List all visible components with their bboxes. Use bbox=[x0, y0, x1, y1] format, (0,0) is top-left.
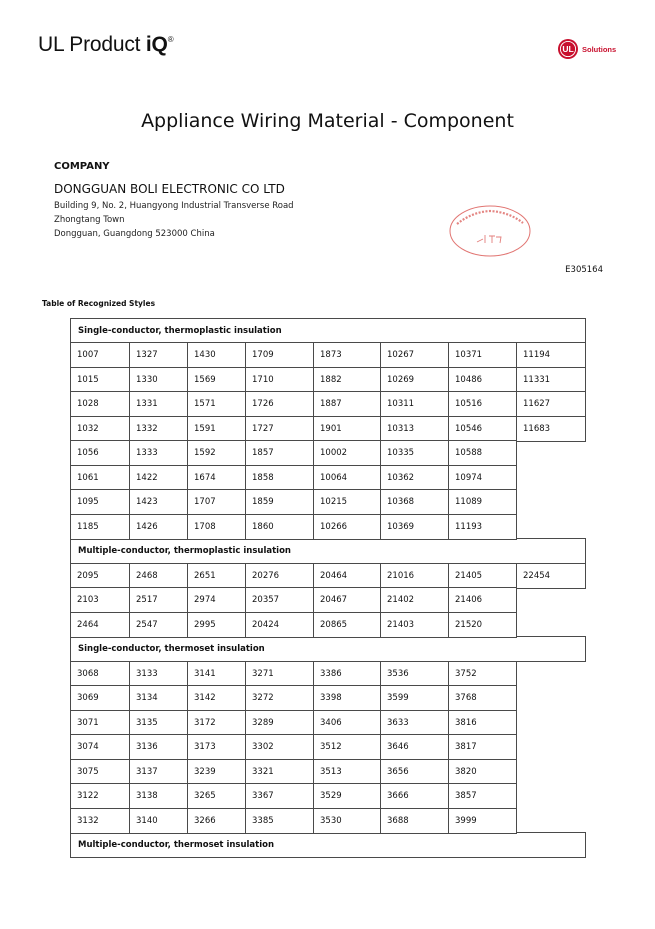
style-cell: 1015 bbox=[70, 367, 130, 393]
style-cell: 1185 bbox=[70, 514, 130, 540]
style-cell: 11193 bbox=[448, 514, 517, 540]
style-cell: 3266 bbox=[187, 808, 246, 834]
style-cell: 1331 bbox=[129, 391, 188, 417]
style-cell: 3074 bbox=[70, 734, 130, 760]
section-header: Single-conductor, thermoplastic insulation bbox=[70, 318, 586, 344]
table-row bbox=[70, 440, 586, 466]
style-cell: 11331 bbox=[516, 367, 586, 393]
style-cell: 1426 bbox=[129, 514, 188, 540]
style-cell: 1095 bbox=[70, 489, 130, 515]
style-cell: 3271 bbox=[245, 661, 314, 687]
style-cell: 3768 bbox=[448, 685, 517, 711]
style-cell: 1901 bbox=[313, 416, 381, 442]
style-cell: 3816 bbox=[448, 710, 517, 736]
product-iq-brand bbox=[38, 33, 173, 57]
style-cell: 2468 bbox=[129, 563, 188, 589]
style-cell: 1330 bbox=[129, 367, 188, 393]
style-cell: 20276 bbox=[245, 563, 314, 589]
style-cell: 10311 bbox=[380, 391, 449, 417]
style-cell: 10002 bbox=[313, 440, 381, 466]
style-cell: 1032 bbox=[70, 416, 130, 442]
style-cell: 2517 bbox=[129, 587, 188, 613]
style-cell: 10974 bbox=[448, 465, 517, 491]
style-cell: 1592 bbox=[187, 440, 246, 466]
style-cell: 1708 bbox=[187, 514, 246, 540]
style-cell: 10588 bbox=[448, 440, 517, 466]
style-cell: 3122 bbox=[70, 783, 130, 809]
style-cell: 3135 bbox=[129, 710, 188, 736]
style-cell: 3265 bbox=[187, 783, 246, 809]
style-cell: 1858 bbox=[245, 465, 314, 491]
style-cell: 3075 bbox=[70, 759, 130, 785]
style-cell: 10266 bbox=[313, 514, 381, 540]
style-cell: 1423 bbox=[129, 489, 188, 515]
style-cell: 21406 bbox=[448, 587, 517, 613]
style-cell: 10371 bbox=[448, 342, 517, 368]
brand-registered-mark: ® bbox=[167, 35, 174, 44]
table-row bbox=[70, 514, 586, 540]
style-cell: 10269 bbox=[380, 367, 449, 393]
style-cell: 20464 bbox=[313, 563, 381, 589]
table-label: Table of Recognized Styles bbox=[42, 299, 156, 308]
company-seal-stamp bbox=[447, 202, 533, 260]
style-cell: 3820 bbox=[448, 759, 517, 785]
company-label: COMPANY bbox=[54, 161, 110, 172]
style-cell: 10335 bbox=[380, 440, 449, 466]
style-cell: 3406 bbox=[313, 710, 381, 736]
ul-logo-icon bbox=[557, 38, 579, 60]
style-cell: 3599 bbox=[380, 685, 449, 711]
recognized-styles-table bbox=[70, 319, 586, 858]
style-cell: 3529 bbox=[313, 783, 381, 809]
style-cell: 1887 bbox=[313, 391, 381, 417]
table-row bbox=[70, 342, 586, 368]
style-cell: 10362 bbox=[380, 465, 449, 491]
style-cell: 3068 bbox=[70, 661, 130, 687]
style-cell: 3513 bbox=[313, 759, 381, 785]
style-cell: 11627 bbox=[516, 391, 586, 417]
style-cell: 1430 bbox=[187, 342, 246, 368]
style-cell: 1007 bbox=[70, 342, 130, 368]
style-cell: 3386 bbox=[313, 661, 381, 687]
style-cell: 3132 bbox=[70, 808, 130, 834]
brand-iq: iQ bbox=[145, 33, 168, 56]
section-header: Multiple-conductor, thermoset insulation bbox=[70, 832, 586, 858]
style-cell: 3133 bbox=[129, 661, 188, 687]
style-cell: 1422 bbox=[129, 465, 188, 491]
style-cell: 20467 bbox=[313, 587, 381, 613]
style-cell: 3138 bbox=[129, 783, 188, 809]
style-cell: 1056 bbox=[70, 440, 130, 466]
style-cell: 10546 bbox=[448, 416, 517, 442]
style-cell: 1061 bbox=[70, 465, 130, 491]
style-cell: 3536 bbox=[380, 661, 449, 687]
style-cell: 21016 bbox=[380, 563, 449, 589]
style-cell: 2995 bbox=[187, 612, 246, 638]
style-cell: 3646 bbox=[380, 734, 449, 760]
style-cell: 21403 bbox=[380, 612, 449, 638]
style-cell: 3140 bbox=[129, 808, 188, 834]
company-name: DONGGUAN BOLI ELECTRONIC CO LTD bbox=[54, 182, 285, 196]
style-cell: 1873 bbox=[313, 342, 381, 368]
style-cell: 3367 bbox=[245, 783, 314, 809]
style-cell: 11194 bbox=[516, 342, 586, 368]
style-cell: 3857 bbox=[448, 783, 517, 809]
style-cell: 1332 bbox=[129, 416, 188, 442]
style-cell: 1028 bbox=[70, 391, 130, 417]
style-cell: 3321 bbox=[245, 759, 314, 785]
table-row bbox=[70, 587, 586, 613]
style-cell: 1674 bbox=[187, 465, 246, 491]
ul-logo-text: Solutions bbox=[582, 44, 617, 54]
style-cell: 1569 bbox=[187, 367, 246, 393]
table-row bbox=[70, 416, 586, 442]
style-cell: 3142 bbox=[187, 685, 246, 711]
style-cell: 22454 bbox=[516, 563, 586, 589]
style-cell: 3289 bbox=[245, 710, 314, 736]
table-row bbox=[70, 465, 586, 491]
style-cell: 3071 bbox=[70, 710, 130, 736]
table-row bbox=[70, 612, 586, 638]
style-cell: 3656 bbox=[380, 759, 449, 785]
style-cell: 10313 bbox=[380, 416, 449, 442]
style-cell: 3512 bbox=[313, 734, 381, 760]
style-cell: 1333 bbox=[129, 440, 188, 466]
style-cell: 3137 bbox=[129, 759, 188, 785]
style-cell: 2974 bbox=[187, 587, 246, 613]
section-header: Single-conductor, thermoset insulation bbox=[70, 636, 586, 662]
style-cell: 3688 bbox=[380, 808, 449, 834]
brand-prefix: UL Product bbox=[38, 33, 146, 56]
style-cell: 1726 bbox=[245, 391, 314, 417]
style-cell: 10215 bbox=[313, 489, 381, 515]
table-row bbox=[70, 661, 586, 687]
style-cell: 3136 bbox=[129, 734, 188, 760]
style-cell: 3272 bbox=[245, 685, 314, 711]
file-number: E305164 bbox=[565, 265, 603, 275]
style-cell: 2095 bbox=[70, 563, 130, 589]
style-cell: 21520 bbox=[448, 612, 517, 638]
style-cell: 1859 bbox=[245, 489, 314, 515]
ul-logo-letters: UL bbox=[562, 44, 574, 55]
style-cell: 3141 bbox=[187, 661, 246, 687]
table-row bbox=[70, 489, 586, 515]
style-cell: 10368 bbox=[380, 489, 449, 515]
style-cell: 21402 bbox=[380, 587, 449, 613]
style-cell: 20357 bbox=[245, 587, 314, 613]
style-cell: 1709 bbox=[245, 342, 314, 368]
style-cell: 3817 bbox=[448, 734, 517, 760]
style-cell: 3173 bbox=[187, 734, 246, 760]
style-cell: 1710 bbox=[245, 367, 314, 393]
style-cell: 3398 bbox=[313, 685, 381, 711]
ul-solutions-logo bbox=[557, 38, 616, 60]
style-cell: 1727 bbox=[245, 416, 314, 442]
style-cell: 1591 bbox=[187, 416, 246, 442]
style-cell: 20424 bbox=[245, 612, 314, 638]
style-cell: 3302 bbox=[245, 734, 314, 760]
style-cell: 10369 bbox=[380, 514, 449, 540]
style-cell: 3172 bbox=[187, 710, 246, 736]
style-cell: 3633 bbox=[380, 710, 449, 736]
style-cell: 1860 bbox=[245, 514, 314, 540]
page-title: Appliance Wiring Material - Component bbox=[141, 110, 514, 132]
style-cell: 1707 bbox=[187, 489, 246, 515]
table-row bbox=[70, 783, 586, 809]
section-header: Multiple-conductor, thermoplastic insulation bbox=[70, 538, 586, 564]
style-cell: 10064 bbox=[313, 465, 381, 491]
table-row bbox=[70, 710, 586, 736]
table-row bbox=[70, 808, 586, 834]
style-cell: 21405 bbox=[448, 563, 517, 589]
table-row bbox=[70, 563, 586, 589]
style-cell: 2651 bbox=[187, 563, 246, 589]
style-cell: 1857 bbox=[245, 440, 314, 466]
style-cell: 1327 bbox=[129, 342, 188, 368]
style-cell: 20865 bbox=[313, 612, 381, 638]
style-cell: 1882 bbox=[313, 367, 381, 393]
style-cell: 3666 bbox=[380, 783, 449, 809]
style-cell: 3134 bbox=[129, 685, 188, 711]
table-row bbox=[70, 734, 586, 760]
table-row bbox=[70, 391, 586, 417]
style-cell: 10516 bbox=[448, 391, 517, 417]
address-line-1: Building 9, No. 2, Huangyong Industrial Transverse Road bbox=[54, 201, 294, 211]
style-cell: 3530 bbox=[313, 808, 381, 834]
table-row bbox=[70, 759, 586, 785]
style-cell: 3069 bbox=[70, 685, 130, 711]
style-cell: 3239 bbox=[187, 759, 246, 785]
style-cell: 11089 bbox=[448, 489, 517, 515]
style-cell: 2464 bbox=[70, 612, 130, 638]
style-cell: 1571 bbox=[187, 391, 246, 417]
style-cell: 3385 bbox=[245, 808, 314, 834]
style-cell: 10267 bbox=[380, 342, 449, 368]
style-cell: 3999 bbox=[448, 808, 517, 834]
table-row bbox=[70, 367, 586, 393]
style-cell: 10486 bbox=[448, 367, 517, 393]
style-cell: 3752 bbox=[448, 661, 517, 687]
style-cell: 2103 bbox=[70, 587, 130, 613]
style-cell: 2547 bbox=[129, 612, 188, 638]
style-cell: 11683 bbox=[516, 416, 586, 442]
table-row bbox=[70, 685, 586, 711]
address-line-3: Dongguan, Guangdong 523000 China bbox=[54, 229, 215, 239]
address-line-2: Zhongtang Town bbox=[54, 215, 125, 225]
